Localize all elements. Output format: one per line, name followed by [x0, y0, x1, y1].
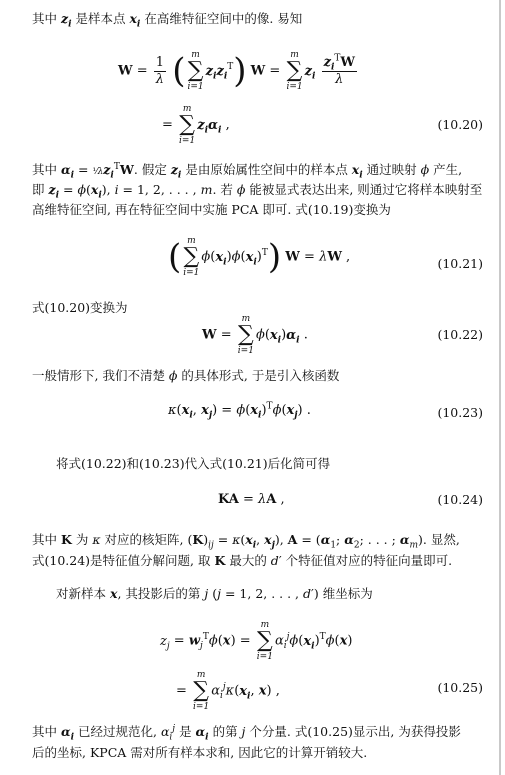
- equation-10-20-line-1: W = $\frac{1}{\lambda}$ ( m ∑ i=1 $z_iz_i^T$) W = m ∑ i=1 $z_i$ $\frac{z_i^TW}{\lambda}$: [118, 50, 355, 92]
- paragraph-3: 式(10.20)变换为: [32, 300, 128, 315]
- equation-10-25-line-2: = m ∑ i=1 $\alpha_i^j\kappa(x_i$, x) ,: [176, 670, 280, 712]
- paragraph-7: 对新样本 x, 其投影后的第 j (j = 1, 2, . . . , d′) 维坐标为: [56, 586, 373, 601]
- paragraph-2-line-1: 其中 $\alpha_i$ = $^1⁄\lambda z_i^TW$. 假定 $z_i$ 是由原始属性空间中的样本点 $x_i$ 通过映射 ϕ 产生,: [32, 161, 463, 181]
- equation-number-10-21: (10.21): [437, 256, 483, 271]
- paragraph-6-line-1: 其中 K 为 κ 对应的核矩阵, $(K)_{ij} = \kappa(x_i$, $x_j$), $A = (\alpha_1$; $\alpha_2$; . . . ; $\alpha_m$). 显然,: [32, 532, 460, 551]
- paragraph-2-line-3: 高维特征空间, 再在特征空间中实施 PCA 即可. 式(10.19)变换为: [32, 202, 391, 217]
- equation-10-22: W = m ∑ i=1 $\phi(x_i)\alpha_i$ .: [202, 314, 308, 356]
- paragraph-5: 将式(10.22)和(10.23)代入式(10.21)后化简可得: [56, 456, 331, 471]
- equation-number-10-20: (10.20): [437, 117, 483, 132]
- equation-number-10-23: (10.23): [437, 405, 483, 420]
- paragraph-8-line-2: 后的坐标, KPCA 需对所有样本求和, 因此它的计算开销较大.: [32, 745, 368, 760]
- equation-10-21: ( m ∑ i=1 $\phi(x_i)\phi(x_i)^T$) W = λW ,: [168, 236, 351, 278]
- equation-number-10-25: (10.25): [437, 680, 483, 695]
- page-edge-shadow: [499, 0, 501, 775]
- equation-10-20-line-2: = m ∑ i=1 $z_i\alpha_i$ ,: [162, 104, 230, 146]
- paragraph-1: 其中 $z_i$ 是样本点 $x_i$ 在高维特征空间中的像. 易知: [32, 11, 303, 30]
- equation-10-24: KA = λA ,: [218, 492, 285, 507]
- equation-number-10-24: (10.24): [437, 492, 483, 507]
- equation-10-25-line-1: $z_j = w_j^T\phi(x)$ = m ∑ i=1 $\alpha_i^j\phi(x_i)^T\phi(x)$: [160, 620, 353, 662]
- paragraph-2-line-2: 即 $z_i = \phi(x_i)$, i = 1, 2, . . . , m. 若 ϕ 能被显式表达出来, 则通过它将样本映射至: [32, 182, 483, 201]
- equation-10-23: $\kappa(x_i$, $x_j) = \phi(x_i)^T\phi(x_j)$ .: [168, 401, 311, 421]
- paragraph-8-line-1: 其中 $\alpha_i$ 已经过规范化, $\alpha_i^j$ 是 $\alpha_i$ 的第 j 个分量. 式(10.25)显示出, 为获得投影: [32, 723, 461, 743]
- paragraph-6-line-2: 式(10.24)是特征值分解问题, 取 K 最大的 d′ 个特征值对应的特征向量即可.: [32, 553, 453, 568]
- equation-number-10-22: (10.22): [437, 327, 483, 342]
- paragraph-4: 一般情形下, 我们不清楚 ϕ 的具体形式, 于是引入核函数: [32, 368, 340, 383]
